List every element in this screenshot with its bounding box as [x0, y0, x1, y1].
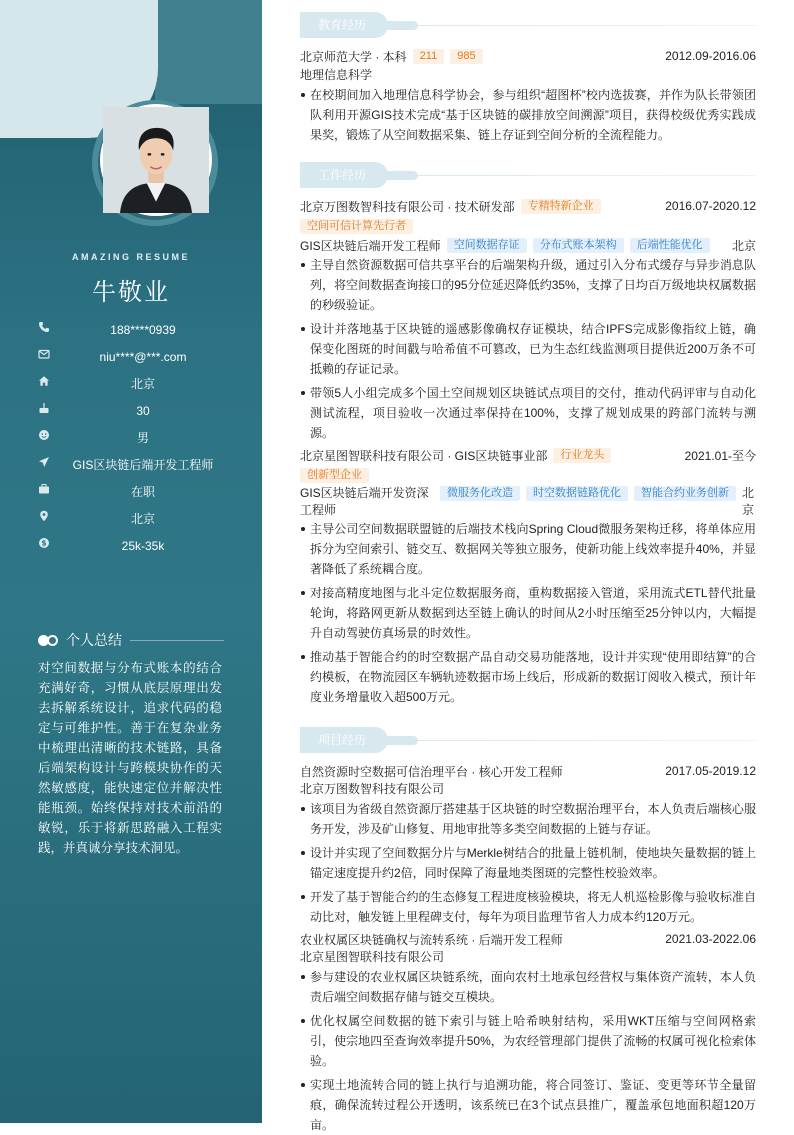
work-entry [300, 197, 756, 443]
project-entry [300, 762, 756, 927]
work-bullets [300, 255, 756, 443]
home-icon [38, 375, 50, 387]
section-heading-projects [300, 727, 756, 755]
project-period: 2017.05-2019.12 [665, 764, 756, 778]
decor-block [155, 0, 262, 104]
section-heading-work [300, 162, 756, 190]
work-city: 北京 [742, 486, 755, 517]
work-entry [300, 446, 756, 707]
list-item: 优化权属空间数据的链下索引与链上哈希映射结构，采用WKT压缩与空间网格索引，使宗地四至查询效率提升50%，为农经管理部门提供了流畅的权属可视化检索体验。 [300, 1011, 756, 1071]
skill-tag: 分布式账本架构 [533, 238, 624, 253]
list-item: 设计并落地基于区块链的遥感影像确权存证模块，结合IPFS完成影像指纹上链，确保变化图斑的时间戳与哈希值不可篡改，已为生态红线监测项目提供近200万条不可抵赖的存证记录。 [300, 319, 756, 379]
work-city: 北京 [731, 238, 756, 253]
list-item: 该项目为省级自然资源厅搭建基于区块链的时空数据治理平台，本人负责后端核心服务开发，涉及矿山修复、用地审批等多类空间数据的上链与存证。 [300, 799, 756, 839]
education-school: 北京师范大学 · 本科 [300, 49, 407, 64]
skill-tag: 微服务化改造 [440, 486, 520, 501]
list-item: 实现土地流转合同的链上执行与追溯功能，将合同签订、鉴证、变更等环节全量留痕，确保流转过程公开透明，该系统已在3个试点县推广，覆盖承包地面积超120万亩。 [300, 1075, 756, 1135]
info-location-value: 北京 [130, 512, 155, 526]
summary-divider [130, 640, 224, 641]
work-period: 2021.01-至今 [684, 448, 756, 463]
info-status-value: 在职 [130, 485, 155, 499]
phone-icon [38, 321, 50, 333]
cake-icon [38, 402, 50, 414]
list-item: 参与建设的农业权属区块链系统，面向农村土地承包经营权与集体资产流转，本人负责后端空间数据存储与链交互模块。 [300, 967, 756, 1007]
list-item: 主导自然资源数据可信共享平台的后端架构升级，通过引入分布式缓存与异步消息队列，将空间数据查询接口的95分位延迟降低约35%，支撑了日均百万级地块权属数据的秒级验证。 [300, 255, 756, 315]
section-title: 教育经历 [300, 12, 388, 38]
education-entry [300, 47, 756, 145]
list-item: 对接高精度地图与北斗定位数据服务商，重构数据接入管道，采用流式ETL替代批量轮询，将路网更新从数据到达至链上确认的时间从2小时压缩至25分钟以内，大幅提升自动驾驶仿真场景的时效性。 [300, 583, 756, 643]
location-pin-icon [38, 510, 50, 522]
gender-icon [38, 429, 50, 441]
contact-info-list [36, 316, 236, 559]
info-email-value: niu****@***.com [99, 349, 187, 364]
info-location [36, 505, 236, 532]
project-bullets [300, 967, 756, 1135]
work-tag: 创新型企业 [300, 468, 369, 483]
money-icon [38, 537, 50, 549]
info-age [36, 397, 236, 424]
work-role: GIS区块链后端开发工程师 [300, 238, 441, 253]
info-age-value: 30 [136, 403, 150, 418]
resume-tagline: AMAZING RESUME [72, 252, 190, 262]
info-email [36, 343, 236, 370]
work-tag: 专精特新企业 [521, 199, 601, 214]
section-title: 工作经历 [300, 162, 388, 188]
skill-tag: 智能合约业务创新 [634, 486, 736, 501]
summary-title: 个人总结 [66, 632, 122, 648]
info-gender-value: 男 [136, 431, 149, 445]
education-tag: 985 [450, 49, 482, 64]
info-home [36, 370, 236, 397]
project-title: 自然资源时空数据可信治理平台 · 核心开发工程师 [300, 764, 563, 779]
info-target-role-value: GIS区块链后端开发工程师 [72, 458, 214, 472]
info-home-value: 北京 [130, 377, 155, 391]
section-heading-education [300, 12, 756, 40]
info-status [36, 478, 236, 505]
section-title: 项目经历 [300, 727, 388, 753]
list-item: 开发了基于智能合约的生态修复工程进度核验模块，将无人机巡检影像与验收标准自动比对，触发链上里程碑支付，每年为项目监理节省人力成本约120万元。 [300, 887, 756, 927]
work-role: GIS区块链后端开发资深工程师 [300, 486, 429, 517]
list-item: 在校期间加入地理信息科学协会，参与组织“超图杯”校内选拔赛，并作为队长带领团队利用开源GIS技术完成“基于区块链的碳排放空间溯源”项目，获得校级优秀实践成果奖，锻炼了从空间数据采集、链上存证到空间分析的全流程能力。 [300, 85, 756, 145]
info-salary [36, 532, 236, 559]
project-period: 2021.03-2022.06 [665, 932, 756, 946]
skill-tag: 空间数据存证 [447, 238, 527, 253]
project-title: 农业权属区块链确权与流转系统 · 后端开发工程师 [300, 932, 563, 947]
work-period: 2016.07-2020.12 [665, 199, 756, 213]
project-company: 北京万图数智科技有限公司 [300, 782, 445, 796]
briefcase-icon [38, 483, 50, 495]
send-icon [38, 456, 50, 468]
info-phone [36, 316, 236, 343]
work-company: 北京星图智联科技有限公司 · GIS区块链事业部 [300, 448, 548, 463]
list-item: 带领5人小组完成多个国土空间规划区块链试点项目的交付，推动代码评审与自动化测试流程，项目验收一次通过率保持在100%，支撑了规划成果的跨部门流转与溯源。 [300, 383, 756, 443]
project-bullets [300, 799, 756, 927]
svg-text:$: $ [41, 538, 47, 548]
education-tag: 211 [413, 49, 445, 64]
skill-tag: 时空数据链路优化 [526, 486, 628, 501]
education-bullets [300, 85, 756, 145]
list-item: 设计并实现了空间数据分片与Merkle树结合的批量上链机制，使地块矢量数据的链上锚定速度提升约2倍，同时保障了海量地类图斑的完整性校验效率。 [300, 843, 756, 883]
avatar [100, 104, 212, 216]
summary-text: 对空间数据与分布式账本的结合充满好奇，习惯从底层原理出发去拆解系统设计，追求代码的稳定与可维护性。善于在复杂业务中梳理出清晰的技术链路，具备后端架构设计与跨模块协作的天然敏感度，能快速定位并解决性能瓶颈。始终保持对技术前沿的敏锐，乐于将新思路融入工程实践，并真诚分享技术洞见。 [38, 661, 222, 855]
avatar-portrait-icon [103, 107, 209, 213]
education-period: 2012.09-2016.06 [665, 49, 756, 63]
sidebar [0, 0, 262, 1123]
work-bullets [300, 519, 756, 707]
candidate-name: 牛敬业 [92, 279, 170, 306]
work-company: 北京万图数智科技有限公司 · 技术研发部 [300, 199, 515, 214]
info-salary-value: 25k-35k [121, 538, 165, 553]
education-major: 地理信息科学 [300, 68, 373, 82]
summary-dots-icon [38, 634, 60, 646]
list-item: 主导公司空间数据联盟链的后端技术栈向Spring Cloud微服务架构迁移，将单体应用拆分为空间索引、链交互、数据网关等独立服务，使新功能上线效率提升40%，并显著降低了系统耦合度。 [300, 519, 756, 579]
work-tag: 空间可信计算先行者 [300, 219, 413, 234]
summary-heading [38, 631, 224, 649]
project-company: 北京星图智联科技有限公司 [300, 950, 445, 964]
work-tag: 行业龙头 [553, 448, 611, 463]
info-target-role [36, 451, 236, 478]
info-phone-value: 188****0939 [110, 322, 176, 337]
project-entry [300, 930, 756, 1135]
info-gender [36, 424, 236, 451]
list-item: 推动基于智能合约的时空数据产品自动交易功能落地，设计并实现“使用即结算”的合约模板，在物流园区车辆轨迹数据市场上线后，形成新的数据订阅收入模式，预计年度业务增量收入超500万元。 [300, 647, 756, 707]
mail-icon [38, 348, 50, 360]
skill-tag: 后端性能优化 [630, 238, 710, 253]
